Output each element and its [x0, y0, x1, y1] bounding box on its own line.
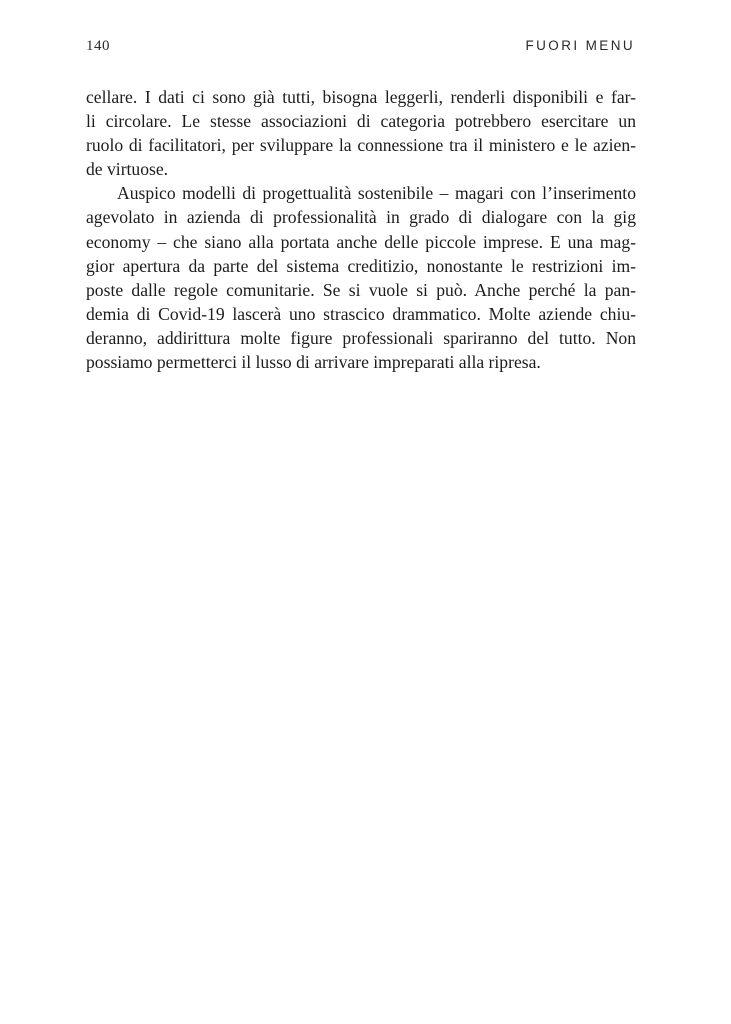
text-line: gior apertura da parte del sistema creditizio, nonostante le restrizioni im- — [86, 255, 636, 276]
text-line: demia di Covid-19 lascerà uno strascico drammatico. Molte aziende chiu- — [86, 303, 636, 324]
text-line: li circolare. Le stesse associazioni di categoria potrebbero esercitare un — [86, 111, 636, 132]
text-line: possiamo permetterci il lusso di arrivare impreparati alla ripresa. — [86, 352, 541, 373]
body-text — [86, 85, 636, 374]
text-line: deranno, addirittura molte figure professionali spariranno del tutto. Non — [86, 327, 636, 348]
text-line: de virtuose. — [86, 159, 169, 180]
text-line: economy – che siano alla portata anche delle piccole imprese. E una mag- — [86, 231, 636, 252]
running-head: FUORI MENU — [525, 38, 635, 53]
text-line: ruolo di facilitatori, per sviluppare la connessione tra il ministero e le azien- — [86, 135, 636, 156]
text-line: agevolato in azienda di professionalità in grado di dialogare con la gig — [86, 207, 636, 228]
paragraph — [86, 181, 636, 374]
paragraph — [86, 85, 636, 181]
text-line: cellare. I dati ci sono già tutti, bisogna leggerli, renderli disponibili e far- — [86, 87, 636, 107]
page-header — [86, 38, 635, 60]
text-line: poste dalle regole comunitarie. Se si vuole si può. Anche perché la pan- — [86, 279, 636, 300]
page-number: 140 — [86, 38, 110, 54]
text-line: Auspico modelli di progettualità sostenibile – magari con l’inserimento — [117, 183, 636, 204]
